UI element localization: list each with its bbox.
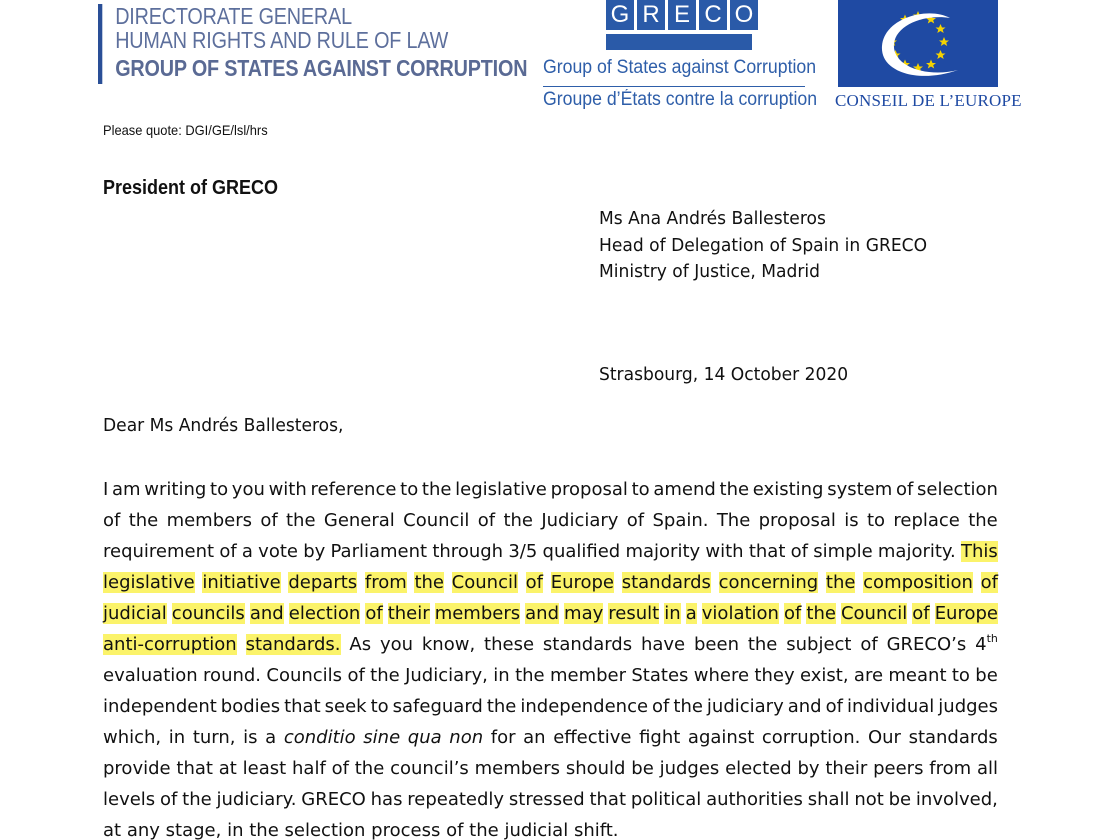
body-word: amend [653,479,716,500]
greco-name-en: Group of States against Corruption [543,57,817,78]
body-word: and [787,696,822,717]
body-word: peers [873,758,924,779]
body-word: in [227,820,244,840]
body-word: requirement [103,541,215,562]
body-word: conditio [283,727,356,748]
body-word: shall [807,789,850,810]
body-word: of [331,758,349,779]
body-word: you [379,634,414,655]
body-word: their [387,603,430,624]
council-of-europe-logo [833,0,1022,112]
body-word: have [640,634,686,655]
body-word: process [371,820,441,840]
body-word: 3/5 [508,541,538,562]
body-word: the [182,789,212,810]
body-word: with [705,541,744,562]
body-word: a [265,727,277,748]
greco-letter-c: C [699,0,727,30]
body-word: at [218,758,237,779]
body-word: non [449,727,484,748]
body-word: the [421,479,452,500]
body-word: least [242,758,287,779]
body-word: fight [639,727,681,748]
body-word: of [219,541,237,562]
body-word: The [716,510,751,531]
body-word: of [477,510,496,531]
body-word: the [286,510,316,531]
body-word: evaluation [103,665,198,686]
body-word: States [631,665,689,686]
body-word: result [608,603,660,624]
body-word: judicial [103,603,167,624]
body-word: the [747,634,778,655]
body-word: shift. [573,820,619,840]
body-word: of [103,510,121,531]
body-word: proposal [758,510,836,531]
body-word: of [446,820,464,840]
body-word: election [288,603,361,624]
body-word: GRECO’s [886,634,967,655]
body-line [103,660,998,691]
greco-logo-bar [606,34,752,50]
body-word: meant [888,665,947,686]
body-word: has [370,789,403,810]
body-line [103,505,998,536]
body-word: judges [938,696,998,717]
body-word: proposal [550,479,628,500]
body-word: the [128,510,159,531]
body-word: from [929,758,972,779]
body-word: where [693,665,750,686]
body-word: may [564,603,604,624]
body-word: effective [553,727,632,748]
body-word: of [980,572,998,593]
body-line [103,722,998,753]
recipient-line-name: Ms Ana Andrés Ballesteros [599,208,826,229]
body-word: standards [621,572,711,593]
greco-letter-e: E [668,0,696,30]
body-word: of [912,603,930,624]
body-word: exist, [799,665,849,686]
body-word: Judiciary [541,510,619,531]
body-word: are [853,665,884,686]
body-word: composition [863,572,973,593]
body-word: violation [701,603,779,624]
body-word: initiative [202,572,281,593]
sender-title: President of GRECO [103,177,279,199]
body-word: to [631,479,650,500]
body-word: qua [407,727,442,748]
body-word: I [103,479,109,500]
body-word: the [414,572,444,593]
body-word: Europe [550,572,615,593]
body-word: the [673,696,703,717]
body-word: to [951,665,970,686]
salutation: Dear Ms Andrés Ballesteros, [103,415,344,436]
body-word: qualified [542,541,621,562]
body-word: legislative [455,479,547,500]
body-word: stage, [165,820,222,840]
body-word: seek [324,696,367,717]
body-word: judiciary [706,696,784,717]
body-word: that [284,696,321,717]
body-word: members [474,758,561,779]
body-word: of [260,510,278,531]
greco-divider [543,86,805,87]
body-word: the [825,572,856,593]
directorate-line-3: GROUP OF STATES AGAINST CORRUPTION [115,55,528,81]
body-word: the [806,603,836,624]
body-word: of [860,634,878,655]
body-line [103,815,998,840]
body-word: majority [625,541,701,562]
body-word: the [249,820,279,840]
body-word: been [694,634,739,655]
body-word: sine [363,727,401,748]
body-word: repeatedly [407,789,505,810]
body-line [103,567,998,598]
body-word: at [103,820,122,840]
greco-letter-o: O [730,0,758,30]
directorate-block [98,4,527,84]
body-word: an [523,727,546,748]
body-word: the [968,510,998,531]
body-word: that [176,758,213,779]
directorate-line-1: DIRECTORATE GENERAL [115,3,352,29]
body-word: that [589,789,627,810]
body-word: levels [103,789,156,810]
body-word: safeguard [392,696,483,717]
body-word: authorities [706,789,803,810]
body-word: standards [908,727,998,748]
body-line [103,474,998,505]
body-word: of [365,603,383,624]
greco-logo [540,0,818,112]
greco-letter-g: G [606,0,634,30]
body-word: vote [258,541,298,562]
council-of-europe-name: CONSEIL DE L’EUROPE [835,91,1022,110]
body-word: in [168,727,186,748]
body-word: involved, [915,789,998,810]
letter-body-paragraph [103,474,998,840]
body-word: by [303,541,326,562]
body-word: Council [403,510,470,531]
body-word: judicial [504,820,569,840]
body-word: against [687,727,755,748]
body-word: the [515,665,545,686]
body-word: the [486,696,517,717]
body-word: turn, [192,727,236,748]
recipient-line-organisation: Ministry of Justice, Madrid [599,261,820,282]
body-word: member [549,665,627,686]
body-word: and [525,603,560,624]
body-line [103,536,998,567]
body-word: be [975,665,998,686]
body-word: existing [752,479,824,500]
body-line [103,629,998,660]
body-word: bodies [220,696,281,717]
body-word: Council [451,572,518,593]
quote-reference: Please quote: DGI/GE/lsl/hrs [103,122,268,138]
body-line [103,598,998,629]
greco-name-fr: Groupe d’États contre la corruption [543,89,818,110]
body-word: all [976,758,998,779]
body-word: elected [725,758,792,779]
council-of-europe-emblem [838,0,998,87]
body-word: the [469,820,499,840]
body-line [103,784,998,815]
body-word: of [784,603,802,624]
body-word: selection [284,820,366,840]
body-word: of [626,510,645,531]
body-word: to [400,479,419,500]
body-word: from [364,572,407,593]
body-word: know, [421,634,476,655]
body-word: provide [103,758,171,779]
body-word: for [490,727,516,748]
body-word: selection [917,479,998,500]
body-word: to [866,510,886,531]
body-word: GRECO [301,789,366,810]
body-word: be [888,789,912,810]
body-word: the [354,758,385,779]
body-word: General [323,510,395,531]
recipient-address [599,206,927,286]
body-word: is [844,510,859,531]
body-word: legislative [103,572,195,593]
body-word: standards [542,634,633,655]
body-word: stressed [508,789,585,810]
body-word: round. [203,665,262,686]
letter-date: Strasbourg, 14 October 2020 [599,364,849,385]
body-word: not [854,789,884,810]
body-word: to [210,479,229,500]
body-word: a [241,541,253,562]
recipient-line-position: Head of Delegation of Spain in GRECO [599,234,928,256]
body-word: departs [288,572,358,593]
body-word: Europe [934,603,998,624]
body-word: standards. [245,634,341,655]
body-word: in [493,665,510,686]
body-line [103,753,998,784]
body-word: of [525,572,544,593]
body-word: members [434,603,521,624]
body-word: of [652,696,670,717]
body-word: of [790,541,808,562]
body-word: the [370,665,400,686]
body-word: council’s [390,758,469,779]
body-word: Our [867,727,901,748]
body-word: should [565,758,626,779]
body-word: Parliament [330,541,428,562]
body-word: anti-corruption [103,634,237,655]
body-word: simple [813,541,873,562]
body-word: Council [840,603,908,624]
body-word: which, [103,727,162,748]
body-word: of [825,696,843,717]
body-word: corruption. [761,727,861,748]
body-word: through [432,541,504,562]
body-word: these [484,634,535,655]
body-word: and [249,603,284,624]
body-line [103,691,998,722]
body-word: members [166,510,252,531]
body-word: of [159,789,178,810]
body-word: system [827,479,893,500]
body-word: half [292,758,326,779]
body-word: This [960,541,998,562]
body-word: their [825,758,868,779]
body-word: majority. [877,541,956,562]
body-word: independence [520,696,649,717]
body-word: writing [144,479,207,500]
body-word: by [797,758,820,779]
body-word: councils [171,603,245,624]
body-word: am [112,479,141,500]
body-word: Councils [266,665,343,686]
body-word: the [503,510,533,531]
body-word: be [631,758,654,779]
body-word: Spain. [652,510,709,531]
body-word: of [895,479,914,500]
body-word: they [754,665,795,686]
body-word: that [748,541,786,562]
body-word: to [370,696,389,717]
body-word: replace [893,510,960,531]
body-word: the [719,479,750,500]
body-word: you [231,479,265,500]
body-word: independent [103,696,217,717]
body-word: concerning [718,572,819,593]
body-word: individual [846,696,935,717]
body-word: Judiciary, [405,665,488,686]
body-word: in [664,603,681,624]
greco-letter-r: R [637,0,665,30]
body-word: any [126,820,160,840]
body-word: political [630,789,702,810]
body-word: a [685,603,697,624]
body-word: of [347,665,365,686]
body-word: reference [310,479,397,500]
body-word: As [349,634,372,655]
body-word: judges [659,758,720,779]
body-word: judiciary. [216,789,297,810]
stars-circle-icon [838,0,998,87]
superscript: th [986,632,998,645]
greco-letters [606,0,758,30]
body-word: with [268,479,307,500]
body-word: subject [786,634,852,655]
body-word: is [243,727,258,748]
directorate-line-2: HUMAN RIGHTS AND RULE OF LAW [115,27,449,53]
body-word: 4th [975,632,998,655]
